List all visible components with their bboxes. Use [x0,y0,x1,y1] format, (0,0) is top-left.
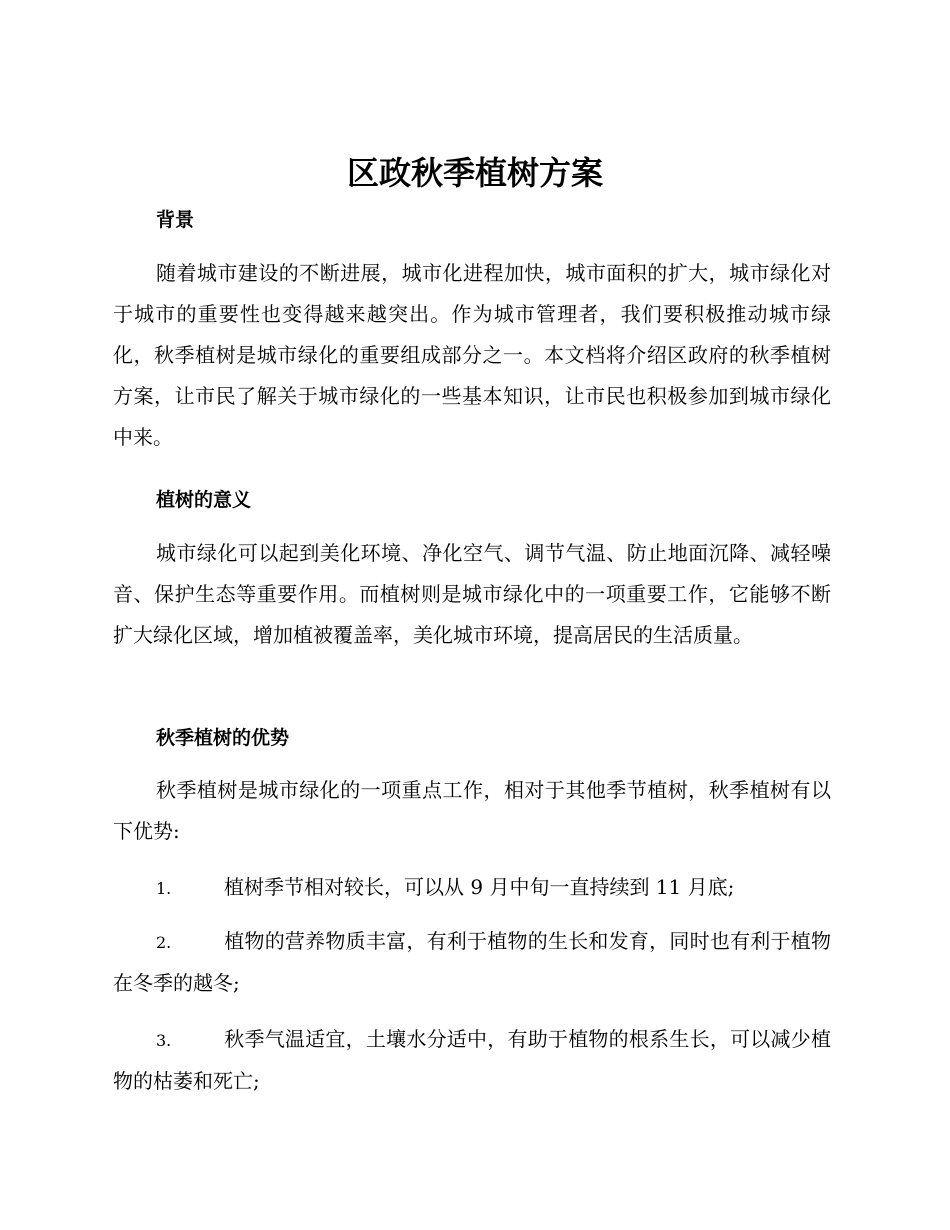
section-heading-background: 背景 [156,209,195,231]
list-item [113,867,831,909]
section-paragraph-advantages: 秋季植树是城市绿化的一项重点工作，相对于其他季节植树，秋季植树有以下优势: [113,778,831,843]
document-title: 区政秋季植树方案 [346,154,603,192]
list-item-text: 植物的营养物质丰富，有利于植物的生长和发育，同时也有利于植物在冬季的越冬; [113,929,831,995]
section-paragraph-background: 随着城市建设的不断进展，城市化进程加快，城市面积的扩大，城市绿化对于城市的重要性也变得越来越突出。作为城市管理者，我们要积极推动城市绿化，秋季植树是城市绿化的重要组成部分之一。本文档将介绍区政府的秋季植树方案，让市民了解关于城市绿化的一些基本知识，让市民也积极参加到城市绿化中来。 [113,261,831,449]
list-item-text: 秋季气温适宜，土壤水分适中，有助于植物的根系生长，可以减少植物的枯萎和死亡; [113,1027,831,1093]
list-item [113,921,831,1004]
section-heading-significance: 植树的意义 [156,489,252,511]
list-item-text: 植树季节相对较长，可以从 9 月中旬一直持续到 11 月底; [224,875,735,899]
section-paragraph-significance: 城市绿化可以起到美化环境、净化空气、调节气温、防止地面沉降、减轻噪音、保护生态等重要作用。而植树则是城市绿化中的一项重要工作，它能够不断扩大绿化区域，增加植被覆盖率，美化城市环境，提高居民的生活质量。 [113,541,831,647]
list-item-number: 1. [156,879,172,898]
section-heading-advantages: 秋季植树的优势 [156,727,290,749]
list-item-number: 3. [156,1031,172,1050]
list-item-number: 2. [156,933,172,952]
list-item [113,1019,831,1102]
